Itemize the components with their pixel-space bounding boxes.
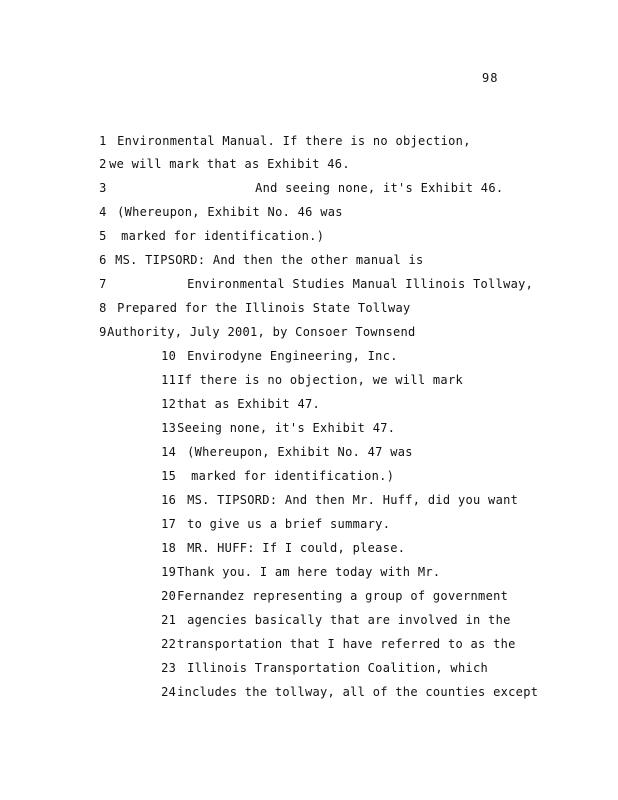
line-text: Thank you. I am here today with Mr. [177,565,441,579]
line-number: 24 [161,685,177,699]
line-number: 16 [161,493,177,507]
line-number: 22 [161,637,177,651]
line-text: includes the tollway, all of the counties except [177,685,539,699]
line-number: 9 [99,325,107,339]
line-number: 21 [161,613,177,627]
page-number: 98 [482,71,499,85]
line-text: Illinois Transportation Coalition, which [187,661,489,675]
line-text: And seeing none, it's Exhibit 46. [255,181,504,195]
line-text: Environmental Studies Manual Illinois Tollway, [187,277,534,291]
line-text: we will mark that as Exhibit 46. [109,157,350,171]
line-number: 18 [161,541,177,555]
line-number: 13 [161,421,177,435]
line-number: 15 [161,469,177,483]
line-text: (Whereupon, Exhibit No. 47 was [187,445,413,459]
line-number: 23 [161,661,177,675]
line-number: 2 [99,157,107,171]
line-text: marked for identification.) [191,469,395,483]
line-number: 6 [99,253,107,267]
line-number: 12 [161,397,177,411]
line-number: 3 [99,181,107,195]
line-number: 19 [161,565,177,579]
line-text: If there is no objection, we will mark [177,373,463,387]
line-text: to give us a brief summary. [187,517,391,531]
line-text: (Whereupon, Exhibit No. 46 was [117,205,343,219]
line-number: 11 [161,373,177,387]
line-text: Envirodyne Engineering, Inc. [187,349,398,363]
line-number: 8 [99,301,107,315]
line-text: MS. TIPSORD: And then Mr. Huff, did you want [187,493,519,507]
line-number: 17 [161,517,177,531]
line-text: that as Exhibit 47. [177,397,321,411]
transcript-line [146,671,538,699]
line-text: Prepared for the Illinois State Tollway [117,301,411,315]
line-number: 4 [99,205,107,219]
line-text: Fernandez representing a group of government [177,589,509,603]
line-number: 7 [99,277,107,291]
line-text: transportation that I have referred to as the [177,637,516,651]
line-number: 1 [99,134,107,148]
line-text: Environmental Manual. If there is no objection, [117,134,471,148]
line-text: Authority, July 2001, by Consoer Townsend [107,325,416,339]
line-number: 5 [99,229,107,243]
line-text: Seeing none, it's Exhibit 47. [177,421,396,435]
line-text: MR. HUFF: If I could, please. [187,541,406,555]
line-number: 10 [161,349,177,363]
line-text: agencies basically that are involved in the [187,613,511,627]
line-text: MS. TIPSORD: And then the other manual is [115,253,424,267]
line-number: 14 [161,445,177,459]
line-text: marked for identification.) [121,229,325,243]
line-number: 20 [161,589,177,603]
